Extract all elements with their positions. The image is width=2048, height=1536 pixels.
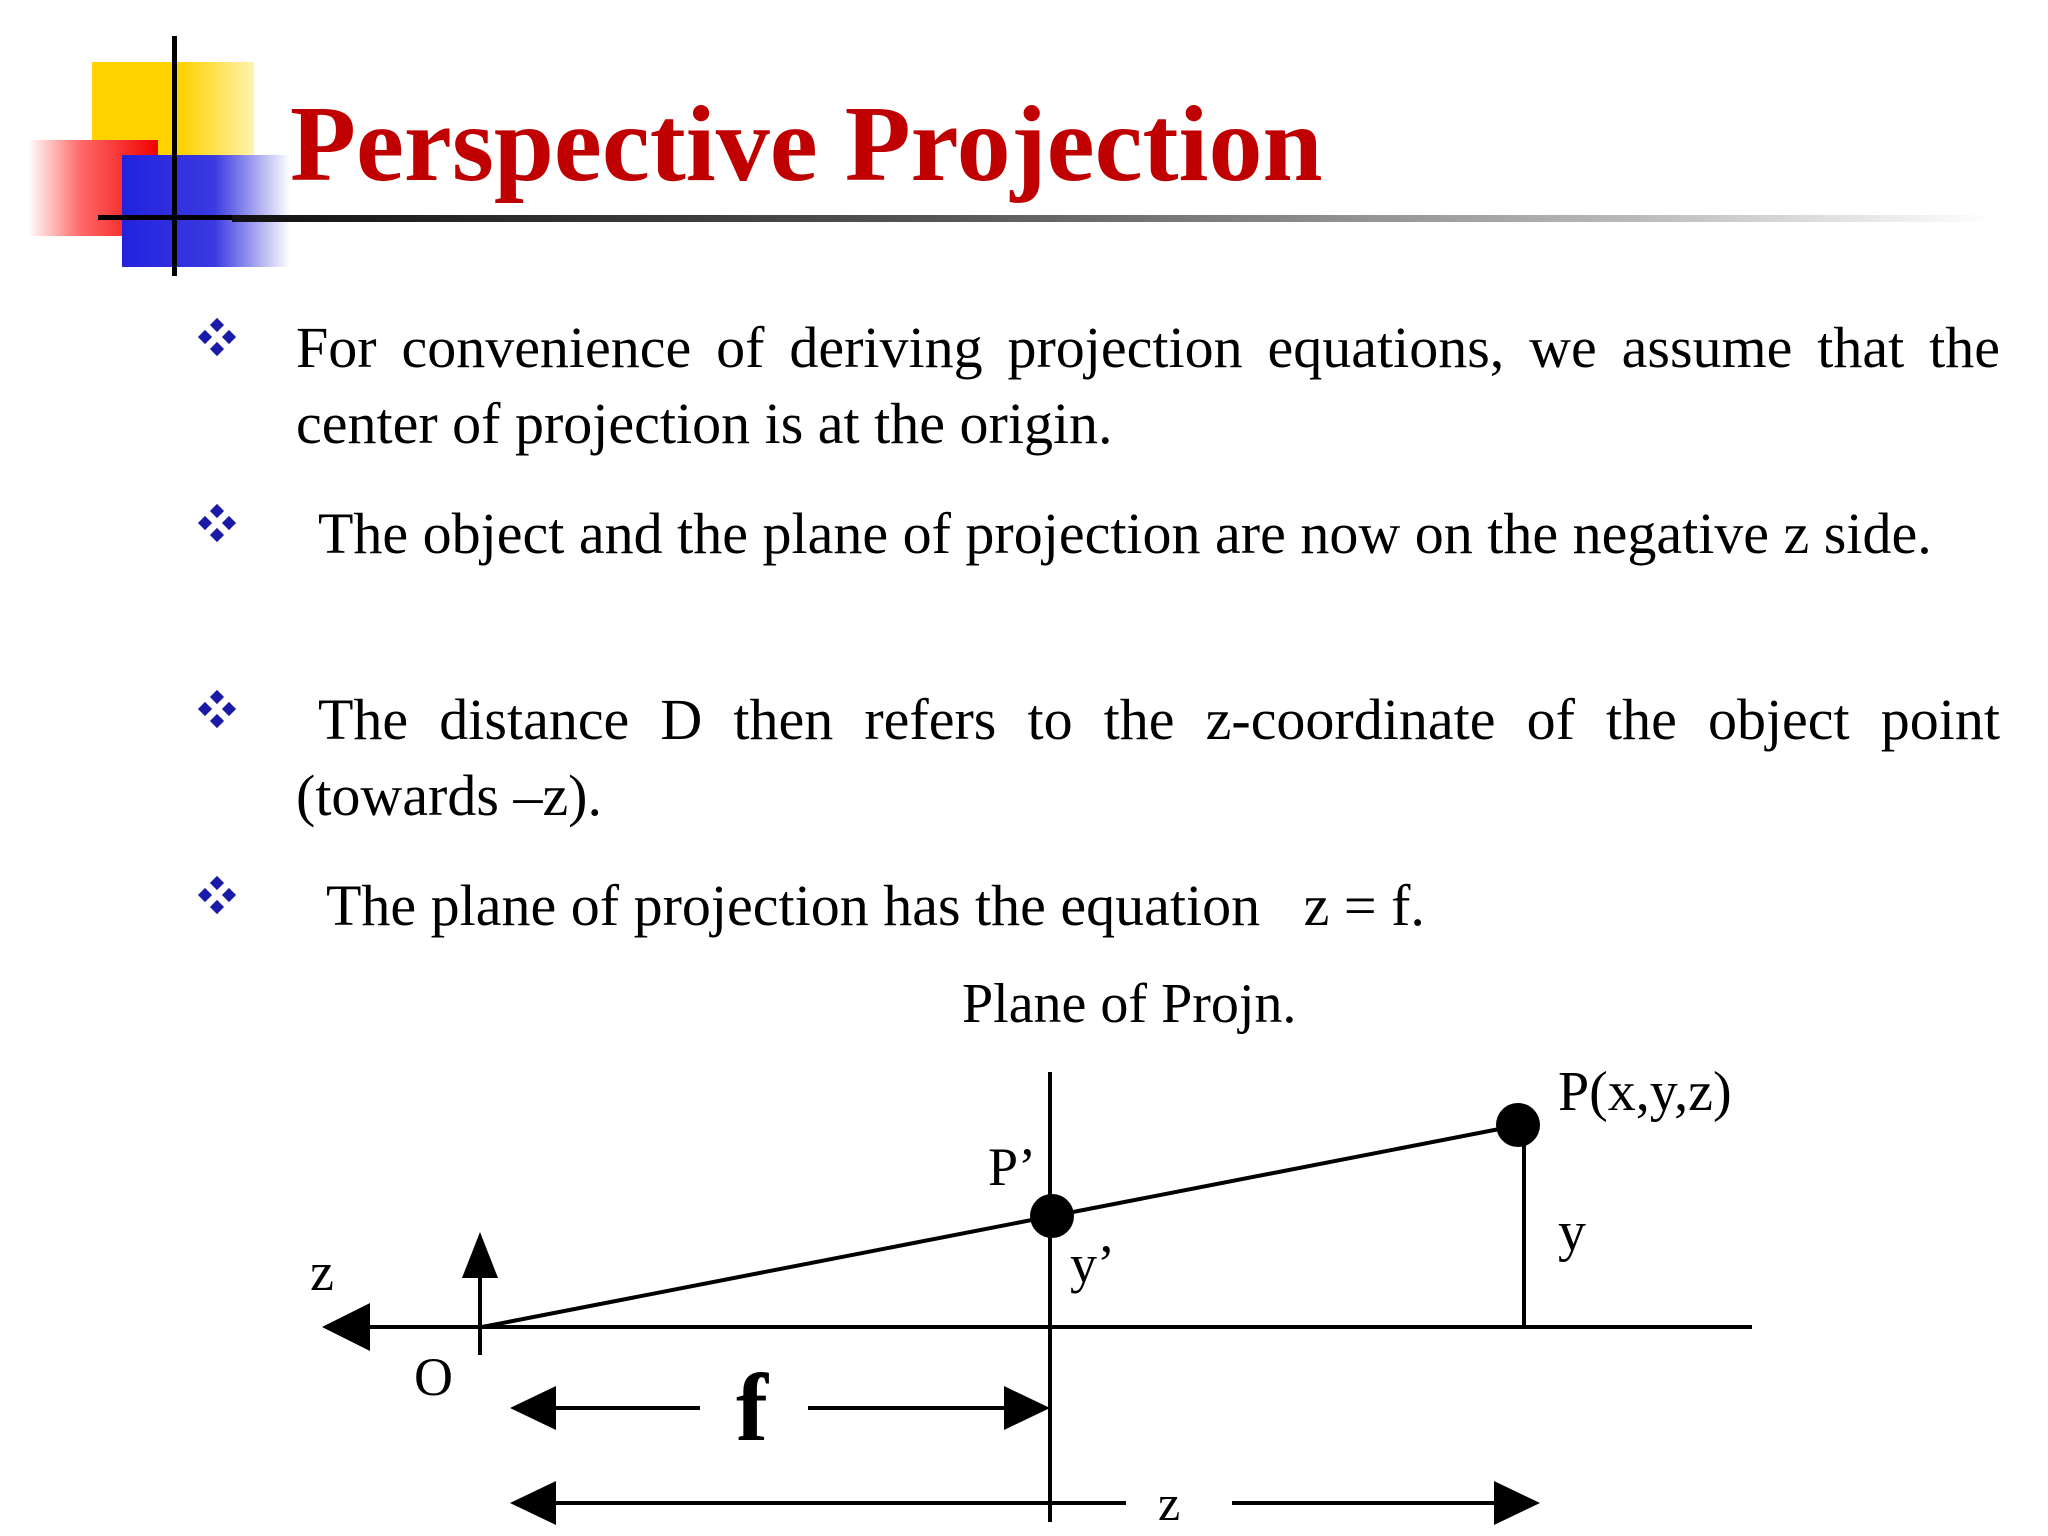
- plane-label: Plane of Projn.: [962, 973, 1297, 1035]
- f-left-arrowhead: [510, 1386, 556, 1430]
- y-label: y: [1558, 1201, 1586, 1263]
- z-distance-label: z: [1158, 1475, 1181, 1531]
- slide-logo: [0, 0, 300, 290]
- object-point-label: P(x,y,z): [1558, 1061, 1732, 1123]
- z-axis-arrowhead: [322, 1303, 370, 1351]
- slide-title: Perspective Projection: [290, 85, 1323, 204]
- object-point: [1496, 1103, 1540, 1147]
- origin-label: O: [414, 1347, 453, 1407]
- bullet-4: The plane of projection has the equation z = f.: [326, 873, 1425, 938]
- bullet-2: The object and the plane of projection are now on the negative z side.: [318, 501, 1932, 566]
- f-right-arrowhead: [1004, 1386, 1050, 1430]
- y-prime-label: y’: [1070, 1234, 1115, 1294]
- title-underline: [232, 215, 1992, 222]
- bullet-1: For convenience of deriving projection equations, we assume that the center of projection is at the origin.: [296, 315, 2000, 456]
- diamond-bullet-icon: [196, 504, 238, 546]
- diamond-bullet-icon: [196, 690, 238, 732]
- logo-blue-square: [122, 155, 290, 267]
- bullet-3: The distance D then refers to the z-coordinate of the object point (towards –z).: [296, 687, 2000, 828]
- f-label: f: [736, 1354, 768, 1461]
- z-right-arrowhead: [1494, 1481, 1540, 1525]
- diamond-bullet-icon: [196, 876, 238, 918]
- projected-point: [1030, 1194, 1074, 1238]
- projected-point-label: P’: [988, 1137, 1037, 1197]
- projection-diagram: [0, 960, 2048, 1536]
- z-left-arrowhead: [510, 1481, 556, 1525]
- y-axis-arrowhead: [462, 1232, 498, 1278]
- z-axis-label: z: [310, 1242, 334, 1302]
- diamond-bullet-icon: [196, 318, 238, 360]
- logo-vertical-line: [172, 36, 177, 276]
